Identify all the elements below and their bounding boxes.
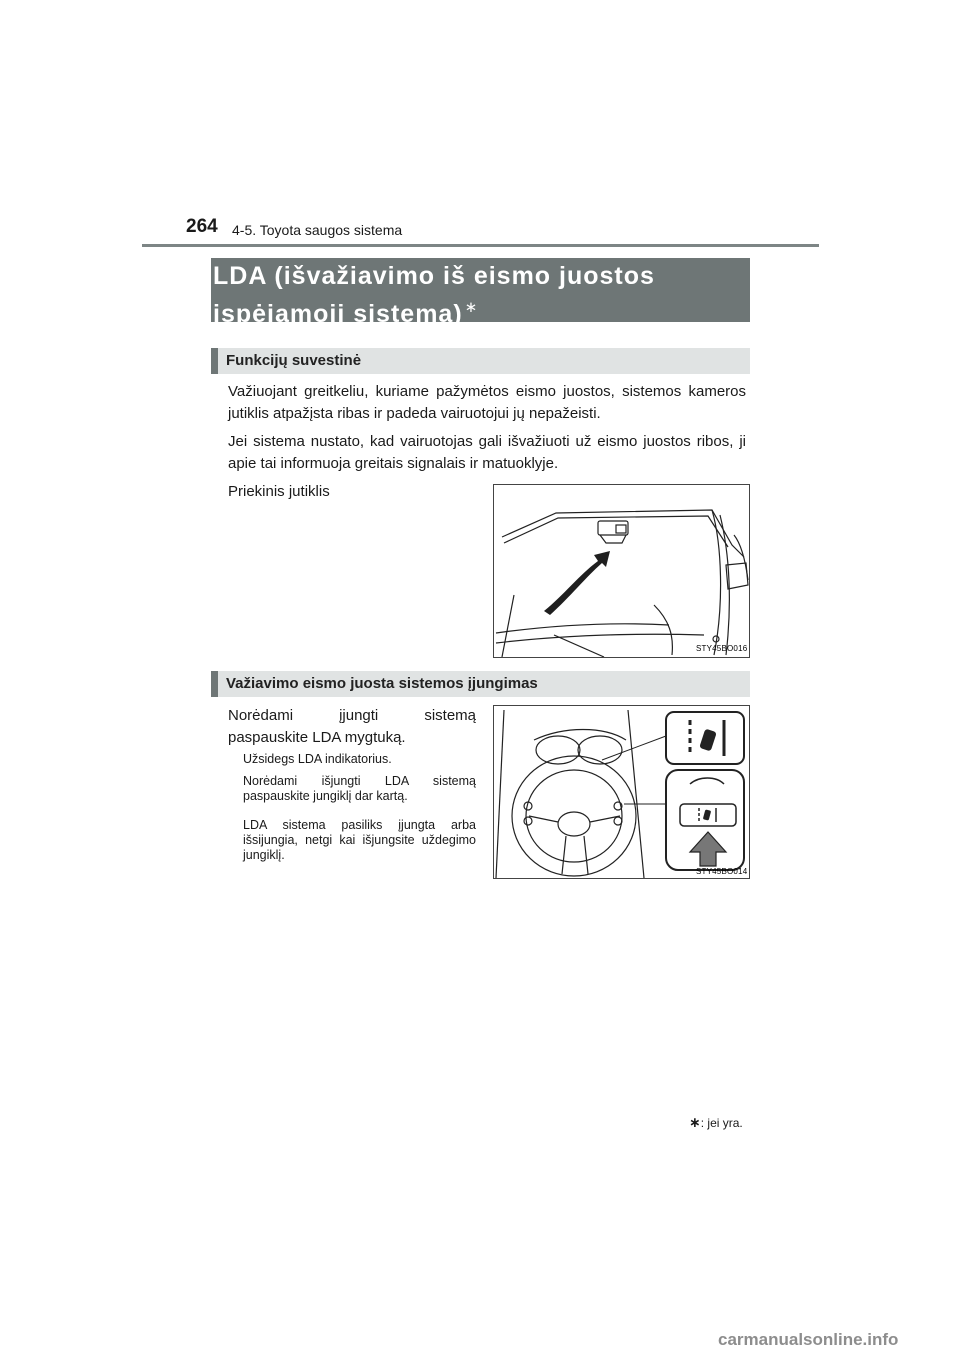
footnote-mark: ∗ <box>689 1114 701 1130</box>
title-availability-mark: ∗ <box>464 299 479 316</box>
watermark: carmanualsonline.info <box>718 1330 899 1349</box>
label-front-sensor: Priekinis jutiklis <box>228 483 330 500</box>
figure-code-2: STY45BO014 <box>696 867 748 876</box>
windshield-illustration <box>494 485 749 657</box>
paragraph-summary-1: Važiuojant greitkeliu, kuriame pažymėtos eismo juostos, sistemos kameros jutiklis atpažįsta ribas ir padeda vairuotojui jų nepažeisti. <box>228 383 746 422</box>
figure-lda-switch <box>493 705 750 879</box>
subheading-text: Funkcijų suvestinė <box>226 352 362 369</box>
steering-wheel-illustration <box>494 706 749 878</box>
running-header: 4-5. Toyota saugos sistema <box>232 222 403 238</box>
arrow-icon <box>544 551 610 615</box>
subheading-system-activation <box>211 671 750 697</box>
figure-code-1: STY45BO016 <box>696 644 748 653</box>
subheading-function-summary <box>211 348 750 374</box>
note-indicator: Užsidegs LDA indikatorius. <box>243 752 392 766</box>
title-line-1: LDA (išvažiavimo iš eismo juostos <box>213 262 655 290</box>
title-line-2 <box>213 292 750 330</box>
footnote <box>689 1114 743 1131</box>
paragraph-summary-2: Jei sistema nustato, kad vairuotojas gali išvažiuoti už eismo juostos ribos, ji apie tai informuoja greitais signalais ir matuoklyje. <box>228 433 746 472</box>
title-line-2-text: įspėjamoji sistema) <box>213 300 463 328</box>
title-band <box>211 258 750 328</box>
page-number: 264 <box>186 216 218 237</box>
note-remains: LDA sistema pasiliks įjungta arba išsijungia, netgi kai išjungsite uždegimo jungiklį. <box>243 818 476 862</box>
subheading-text: Važiavimo eismo juosta sistemos įjungimas <box>226 675 538 692</box>
figure-front-sensor <box>493 484 750 658</box>
paragraph-press-lda: Norėdami įjungti sistemą paspauskite LDA mygtuką. <box>228 707 476 746</box>
header-rule <box>142 244 819 247</box>
footnote-text: : jei yra. <box>700 1116 743 1130</box>
note-turn-off: Norėdami išjungti LDA sistemą paspauskite jungiklį dar kartą. <box>243 774 476 803</box>
